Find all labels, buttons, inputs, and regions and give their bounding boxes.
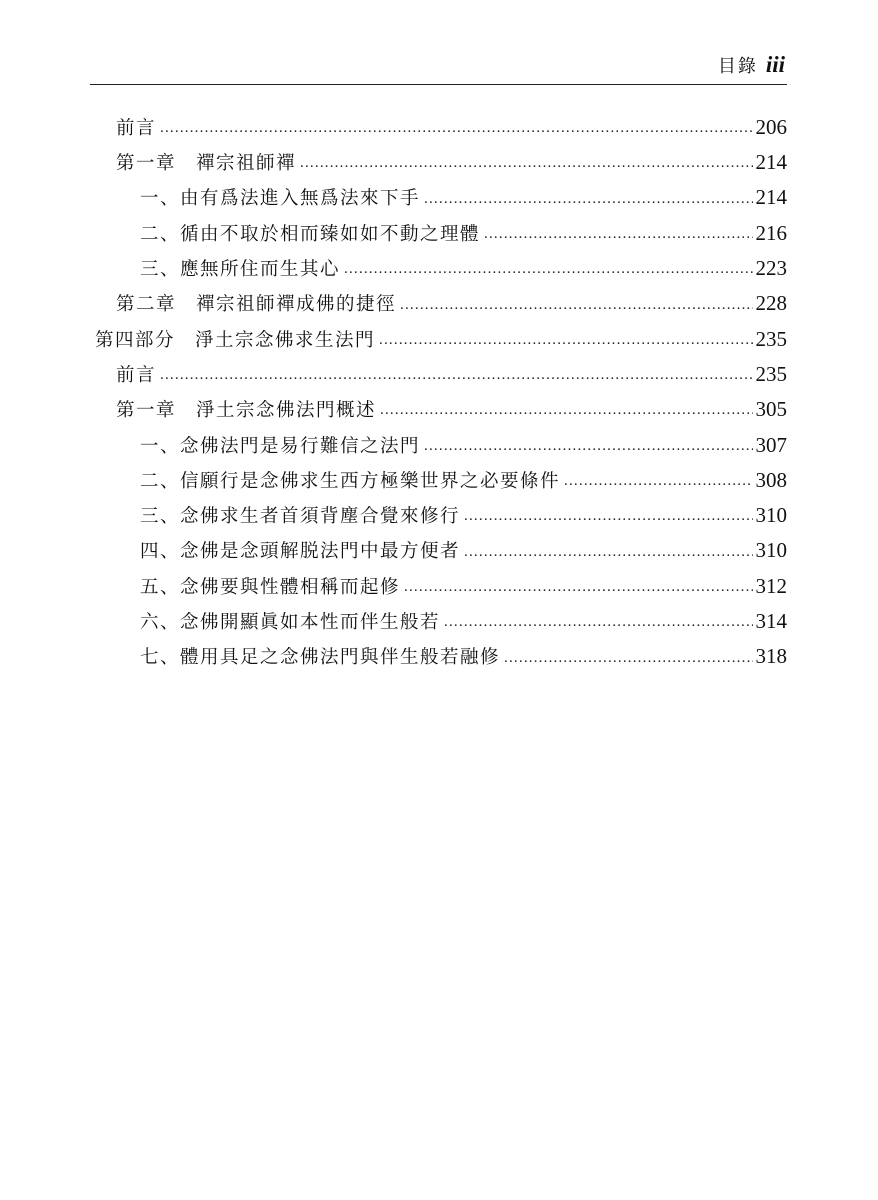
toc-leader-dots (300, 154, 752, 172)
toc-entry-label: 第一章 淨土宗念佛法門概述 (116, 400, 377, 422)
toc-entry-label: 七、體用具足之念佛法門與伴生般若融修 (140, 647, 501, 669)
toc-entry-label: 三、念佛求生者首須背塵合覺來修行 (140, 506, 461, 528)
toc-entry-page: 312 (755, 573, 787, 598)
toc-entry-page: 310 (755, 503, 787, 528)
toc-leader-dots (424, 190, 752, 208)
toc-entry-page: 305 (755, 397, 787, 422)
toc-entry-label: 四、念佛是念頭解脱法門中最方便者 (140, 541, 461, 563)
toc-leader-dots (160, 119, 752, 137)
header-title: 目錄 (717, 56, 758, 77)
toc-entry-part (95, 318, 787, 352)
toc-entry-page: 314 (755, 609, 787, 633)
toc-leader-dots (464, 543, 752, 561)
toc-entry (140, 247, 787, 281)
toc-entry (140, 177, 787, 211)
toc-entry-page: 307 (755, 432, 787, 457)
toc-entry-label: 一、念佛法門是易行難信之法門 (140, 435, 421, 457)
toc-entry (140, 424, 787, 458)
toc-entry (116, 353, 787, 387)
toc-entry-label: 第四部分 淨土宗念佛求生法門 (95, 329, 376, 351)
toc-entry (116, 106, 787, 140)
toc-leader-dots (564, 472, 752, 490)
toc-entry-label: 五、念佛要與性體相稱而起修 (140, 576, 401, 598)
toc-entry-page: 223 (755, 256, 787, 280)
toc-entry-page: 235 (755, 361, 787, 386)
toc-leader-dots (444, 613, 752, 631)
toc-entry-label: 六、念佛開顯眞如本性而伴生般若 (140, 612, 441, 633)
toc-entry-page: 235 (755, 326, 787, 351)
header-page-number: iii (765, 52, 785, 77)
toc-entry (116, 388, 787, 422)
toc-entry (140, 636, 787, 670)
toc-leader-dots (344, 260, 752, 278)
toc-entry-label: 一、由有爲法進入無爲法來下手 (140, 188, 421, 210)
toc-entry (116, 283, 787, 317)
toc-entry-page: 310 (755, 538, 787, 563)
toc-entry-label: 三、應無所住而生其心 (140, 259, 341, 280)
toc-entry-label: 前言 (116, 364, 157, 386)
toc-entry-page: 216 (755, 220, 787, 245)
toc-entry-page: 214 (755, 150, 787, 175)
toc-leader-dots (160, 366, 752, 384)
toc-entry-page: 228 (755, 291, 787, 316)
toc-leader-dots (400, 296, 752, 314)
toc-leader-dots (424, 437, 752, 455)
toc-leader-dots (379, 331, 752, 349)
page-header (90, 48, 787, 85)
toc-entry-label: 二、信願行是念佛求生西方極樂世界之必要條件 (140, 470, 561, 492)
toc-entry-label: 第二章 禪宗祖師禪成佛的捷徑 (116, 294, 397, 316)
toc-leader-dots (484, 225, 752, 243)
toc-leader-dots (504, 649, 752, 667)
toc-entry (140, 459, 787, 493)
toc-entry-page: 318 (755, 644, 787, 669)
toc-entry-page: 214 (755, 185, 787, 210)
toc-entry (140, 212, 787, 246)
toc-entry-page: 206 (755, 114, 787, 139)
toc-entry-label: 第一章 禪宗祖師禪 (116, 153, 297, 175)
header-right (718, 52, 785, 78)
toc-leader-dots (404, 578, 752, 596)
toc-entry-label: 前言 (116, 117, 157, 139)
toc-leader-dots (380, 401, 752, 419)
toc-leader-dots (464, 507, 752, 525)
toc-entry-label: 二、循由不取於相而臻如如不動之理體 (140, 223, 481, 245)
toc-entry-page: 308 (755, 467, 787, 492)
toc-entry (140, 600, 787, 634)
toc-entry (140, 494, 787, 528)
toc-entry (140, 530, 787, 564)
toc-entry (140, 565, 787, 599)
toc-entry (116, 141, 787, 175)
